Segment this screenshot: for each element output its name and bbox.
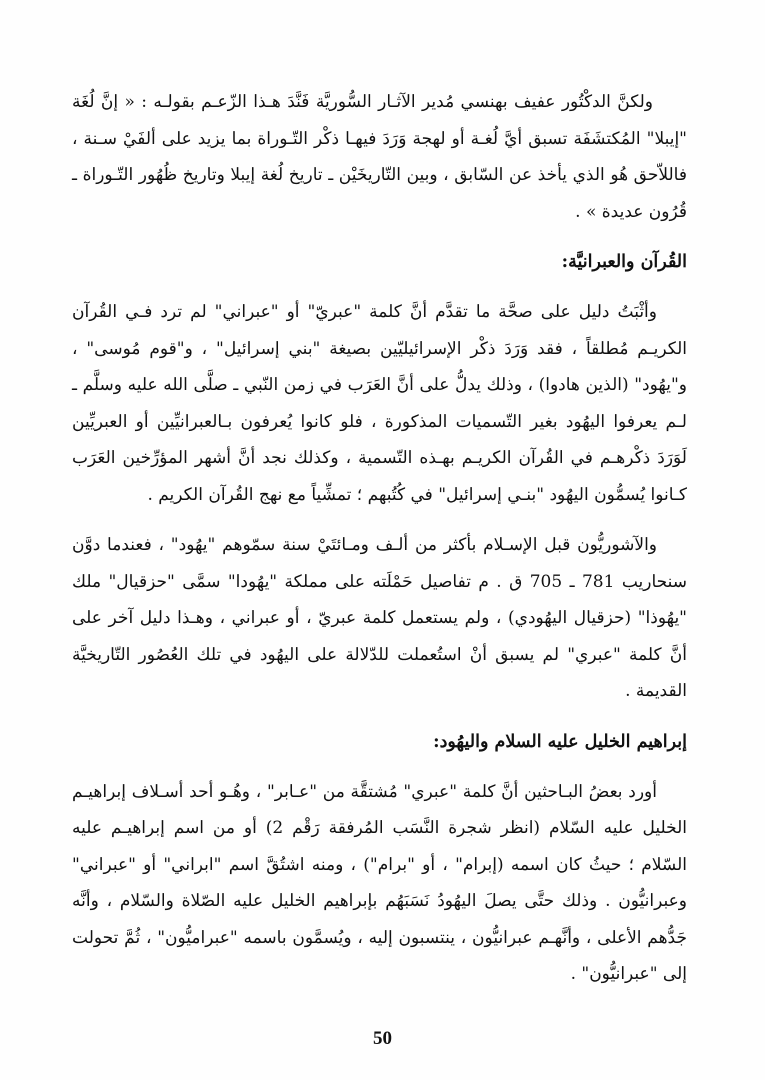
heading-quran-hebrew: القُرآن والعبرانيَّة: bbox=[561, 252, 687, 272]
paragraph-ibri-origin: أورد بعضُ البـاحثين أنَّ كلمة "عبري" مُشتقَّة من "عـابر" ، وهُـو أحد أسـلاف إبراهيـم الخليل عليه السّلام (انظر شجرة النَّسَب المُرفقة رَقْم 2) أو من اسم إبراهيـم عليه السّلام ؛ حيثُ كان اسمه (إبرام" ، أو "برام") ، ومنه اشتُقَّ اسم "ابراني" أو "عبراني" وعبرانيُّون . وذلك حتَّى يصلَ اليهُودُ نَسَبَهُم بإبراهيم الخليل عليه الصّلاة والسّلام ، وأنَّه جَدُّهم الأعلى ، وأنَّهـم عبرانيُّون ، ينتسبون إليه ، ويُسمَّون باسمه "عبراميُّون" ، ثُمَّ تحولت إلى "عبرانيُّون" . bbox=[72, 781, 688, 984]
paragraph-bahnasi-quote: ولكنَّ الدكْتُور عفيف بهنسي مُدير الآثـار السُّوريَّة فَنَّدَ هـذا الزّعـم بقولـه : « إنَّ لُغَة "إيبلا" المُكتشَفَة تسبق أيَّ لُغـة أو لهجة وَرَدَ فيهـا ذكْر التّـوراة بما يزيد على ألفَيْ سـنة ، فاللاّحق هُو الذي يأخذ عن السّابق ، وبين التّاريخَيْن ـ تاريخ لُغة إيبلا وتاريخ ظُهُور التّـوراة ـ قُرُون عديدة » . bbox=[72, 92, 687, 222]
paragraph-quran-evidence: وأثْبَتُ دليل على صحَّة ما تقدَّم أنَّ كلمة "عبريّ" أو "عبراني" لم ترد فـي القُرآن الكريـم مُطلقاً ، فقد وَرَدَ ذكْر الإسرائيليّين بصيغة "بني إسرائيل" ، و"قوم مُوسى" ، و"يهُود" (الذين هادوا) ، وذلك يدلُّ على أنَّ العَرَب في زمن النّبي ـ صلَّى الله عليه وسلَّم ـ لـم يعرفوا اليهُود بغير التّسميات المذكورة ، فلو كانوا يُعرفون بـالعبرانيِّين أو العبريِّين لَوَرَدَ ذكْرهـم في القُرآن الكريـم بهـذه التّسمية ، وكذلك نجد أنَّ أشهر المؤرِّخين العَرَب كـانوا يُسمُّون اليهُود "بنـي إسرائيل" في كُتُبهم ؛ تمشِّياً مع نهج القُرآن الكريم . bbox=[72, 302, 687, 505]
paragraph-assyrians: والآشوريُّون قبل الإسـلام بأكثر من ألـف ومـائتَيْ سنة سمّوهم "يهُود" ، فعندما دوَّن سنحاريب 781 ـ 705 ق . م تفاصيل حَمْلَته على مملكة "يهُودا" سمَّى "حزقيال" ملك "يهُوذا" (حزقيال اليهُودي) ، ولم يستعمل كلمة عبريّ ، أو عبراني ، وهـذا دليل آخر على أنَّ كلمة "عبري" لم يسبق أنْ استُعملت للدّلالة على اليهُود في تلك العُصُور التّاريخيَّة القديمة . bbox=[72, 535, 687, 701]
heading-abraham-jews: إبراهيم الخليل عليه السلام واليهُود: bbox=[433, 731, 687, 752]
page-body bbox=[72, 84, 687, 1007]
page-number: 50 bbox=[373, 1028, 392, 1049]
